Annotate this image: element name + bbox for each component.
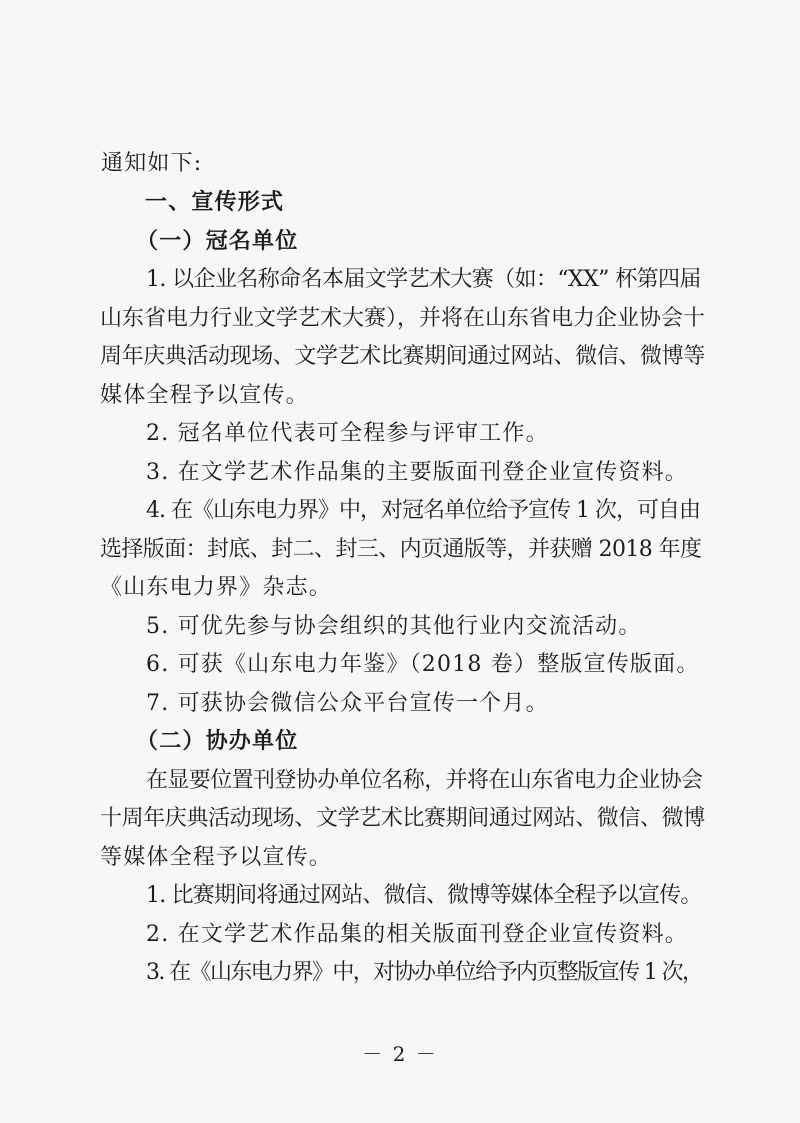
body-line: 2. 在文学艺术作品集的相关版面刊登企业宣传资料。 (146, 922, 688, 947)
body-line: 2. 冠名单位代表可全程参与评审工作。 (146, 421, 549, 446)
body-line: 十周年庆典活动现场、文学艺术比赛期间通过网站、微信、微博 (100, 806, 705, 831)
body-line: 《山东电力界》杂志。 (100, 575, 333, 600)
body-line: 等媒体全程予以宣传。 (100, 845, 333, 870)
subsection-heading-co-organizer: （二）协办单位 (136, 729, 299, 754)
section-heading-publicity-form: 一、宣传形式 (145, 190, 285, 215)
body-line: 1. 以企业名称命名本届文学艺术大赛（如：“XX” 杯第四届 (146, 267, 701, 292)
body-line: 周年庆典活动现场、文学艺术比赛期间通过网站、微信、微博等 (100, 344, 705, 369)
body-line: 媒体全程予以宣传。 (100, 383, 309, 408)
body-line: 3. 在文学艺术作品集的主要版面刊登企业宣传资料。 (146, 460, 688, 485)
page-number: － 2 － (362, 1042, 438, 1066)
body-line: 4. 在《山东电力界》中，对冠名单位给予宣传 1 次，可自由 (146, 498, 700, 523)
body-line: 选择版面：封底、封二、封三、内页通版等，并获赠 2018 年度 (100, 537, 702, 562)
body-line: 山东省电力行业文学艺术大赛），并将在山东省电力企业协会十 (100, 306, 706, 331)
body-line: 6. 可获《山东电力年鉴》（2018 卷）整版宣传版面。 (146, 652, 700, 677)
body-line: 5. 可优先参与协会组织的其他行业内交流活动。 (146, 614, 642, 639)
intro-line: 通知如下: (101, 151, 203, 176)
body-line: 7. 可获协会微信公众平台宣传一个月。 (146, 691, 549, 716)
body-line: 在显要位置刊登协办单位名称，并将在山东省电力企业协会 (146, 768, 703, 793)
body-line: 3. 在《山东电力界》中，对协办单位给予内页整版宣传 1 次， (146, 960, 703, 985)
body-line: 1. 比赛期间将通过网站、微信、微博等媒体全程予以宣传。 (146, 883, 702, 908)
subsection-heading-title-sponsor: （一）冠名单位 (136, 229, 299, 254)
